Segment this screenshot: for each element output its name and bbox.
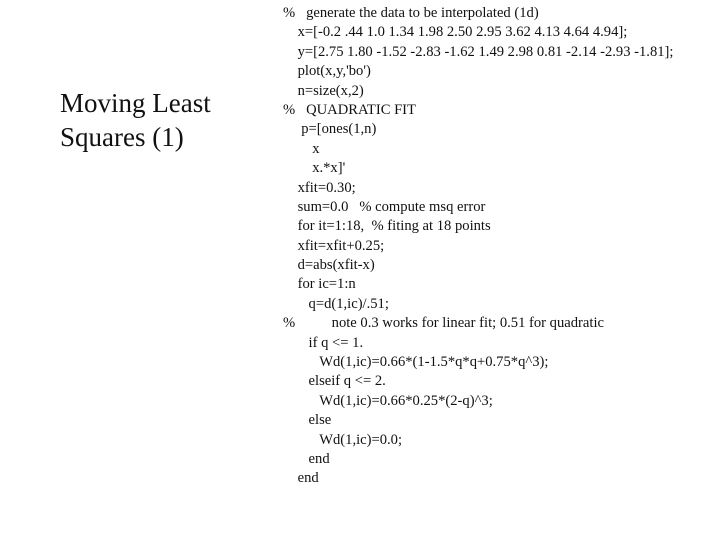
code-line: p=[ones(1,n): [283, 121, 377, 138]
code-line: sum=0.0 % compute msq error: [283, 198, 486, 215]
code-line: plot(x,y,'bo'): [283, 63, 371, 80]
code-line: n=size(x,2): [283, 82, 364, 99]
code-line: x.*x]': [283, 160, 346, 177]
code-listing: [283, 4, 715, 489]
code-line: end: [283, 450, 330, 467]
code-line: % generate the data to be interpolated (1d): [283, 5, 539, 21]
code-line: Wd(1,ic)=0.66*0.25*(2-q)^3;: [283, 392, 493, 409]
code-line: elseif q <= 2.: [283, 373, 386, 390]
code-line: q=d(1,ic)/.51;: [283, 295, 389, 312]
code-line: xfit=xfit+0.25;: [283, 237, 385, 254]
code-line: d=abs(xfit-x): [283, 257, 375, 274]
code-line: % QUADRATIC FIT: [283, 101, 416, 118]
code-line: xfit=0.30;: [283, 179, 356, 196]
code-line: for it=1:18, % fiting at 18 points: [283, 218, 491, 235]
code-line: x: [283, 140, 320, 157]
code-line: else: [283, 412, 332, 429]
slide-title: [60, 86, 260, 154]
code-line: for ic=1:n: [283, 276, 356, 293]
code-line: Wd(1,ic)=0.66*(1-1.5*q*q+0.75*q^3);: [283, 354, 549, 371]
code-line: if q <= 1.: [283, 334, 364, 351]
slide-title-line-1: Moving Least: [60, 88, 211, 118]
code-line: x=[-0.2 .44 1.0 1.34 1.98 2.50 2.95 3.62 4.13 4.64 4.94];: [283, 24, 628, 41]
code-line: % note 0.3 works for linear fit; 0.51 for quadratic: [283, 315, 604, 332]
slide-title-line-2: Squares (1): [60, 122, 184, 152]
code-line: y=[2.75 1.80 -1.52 -2.83 -1.62 1.49 2.98 0.81 -2.14 -2.93 -1.81];: [283, 43, 674, 60]
code-line: end: [283, 470, 319, 487]
code-line: Wd(1,ic)=0.0;: [283, 431, 403, 448]
